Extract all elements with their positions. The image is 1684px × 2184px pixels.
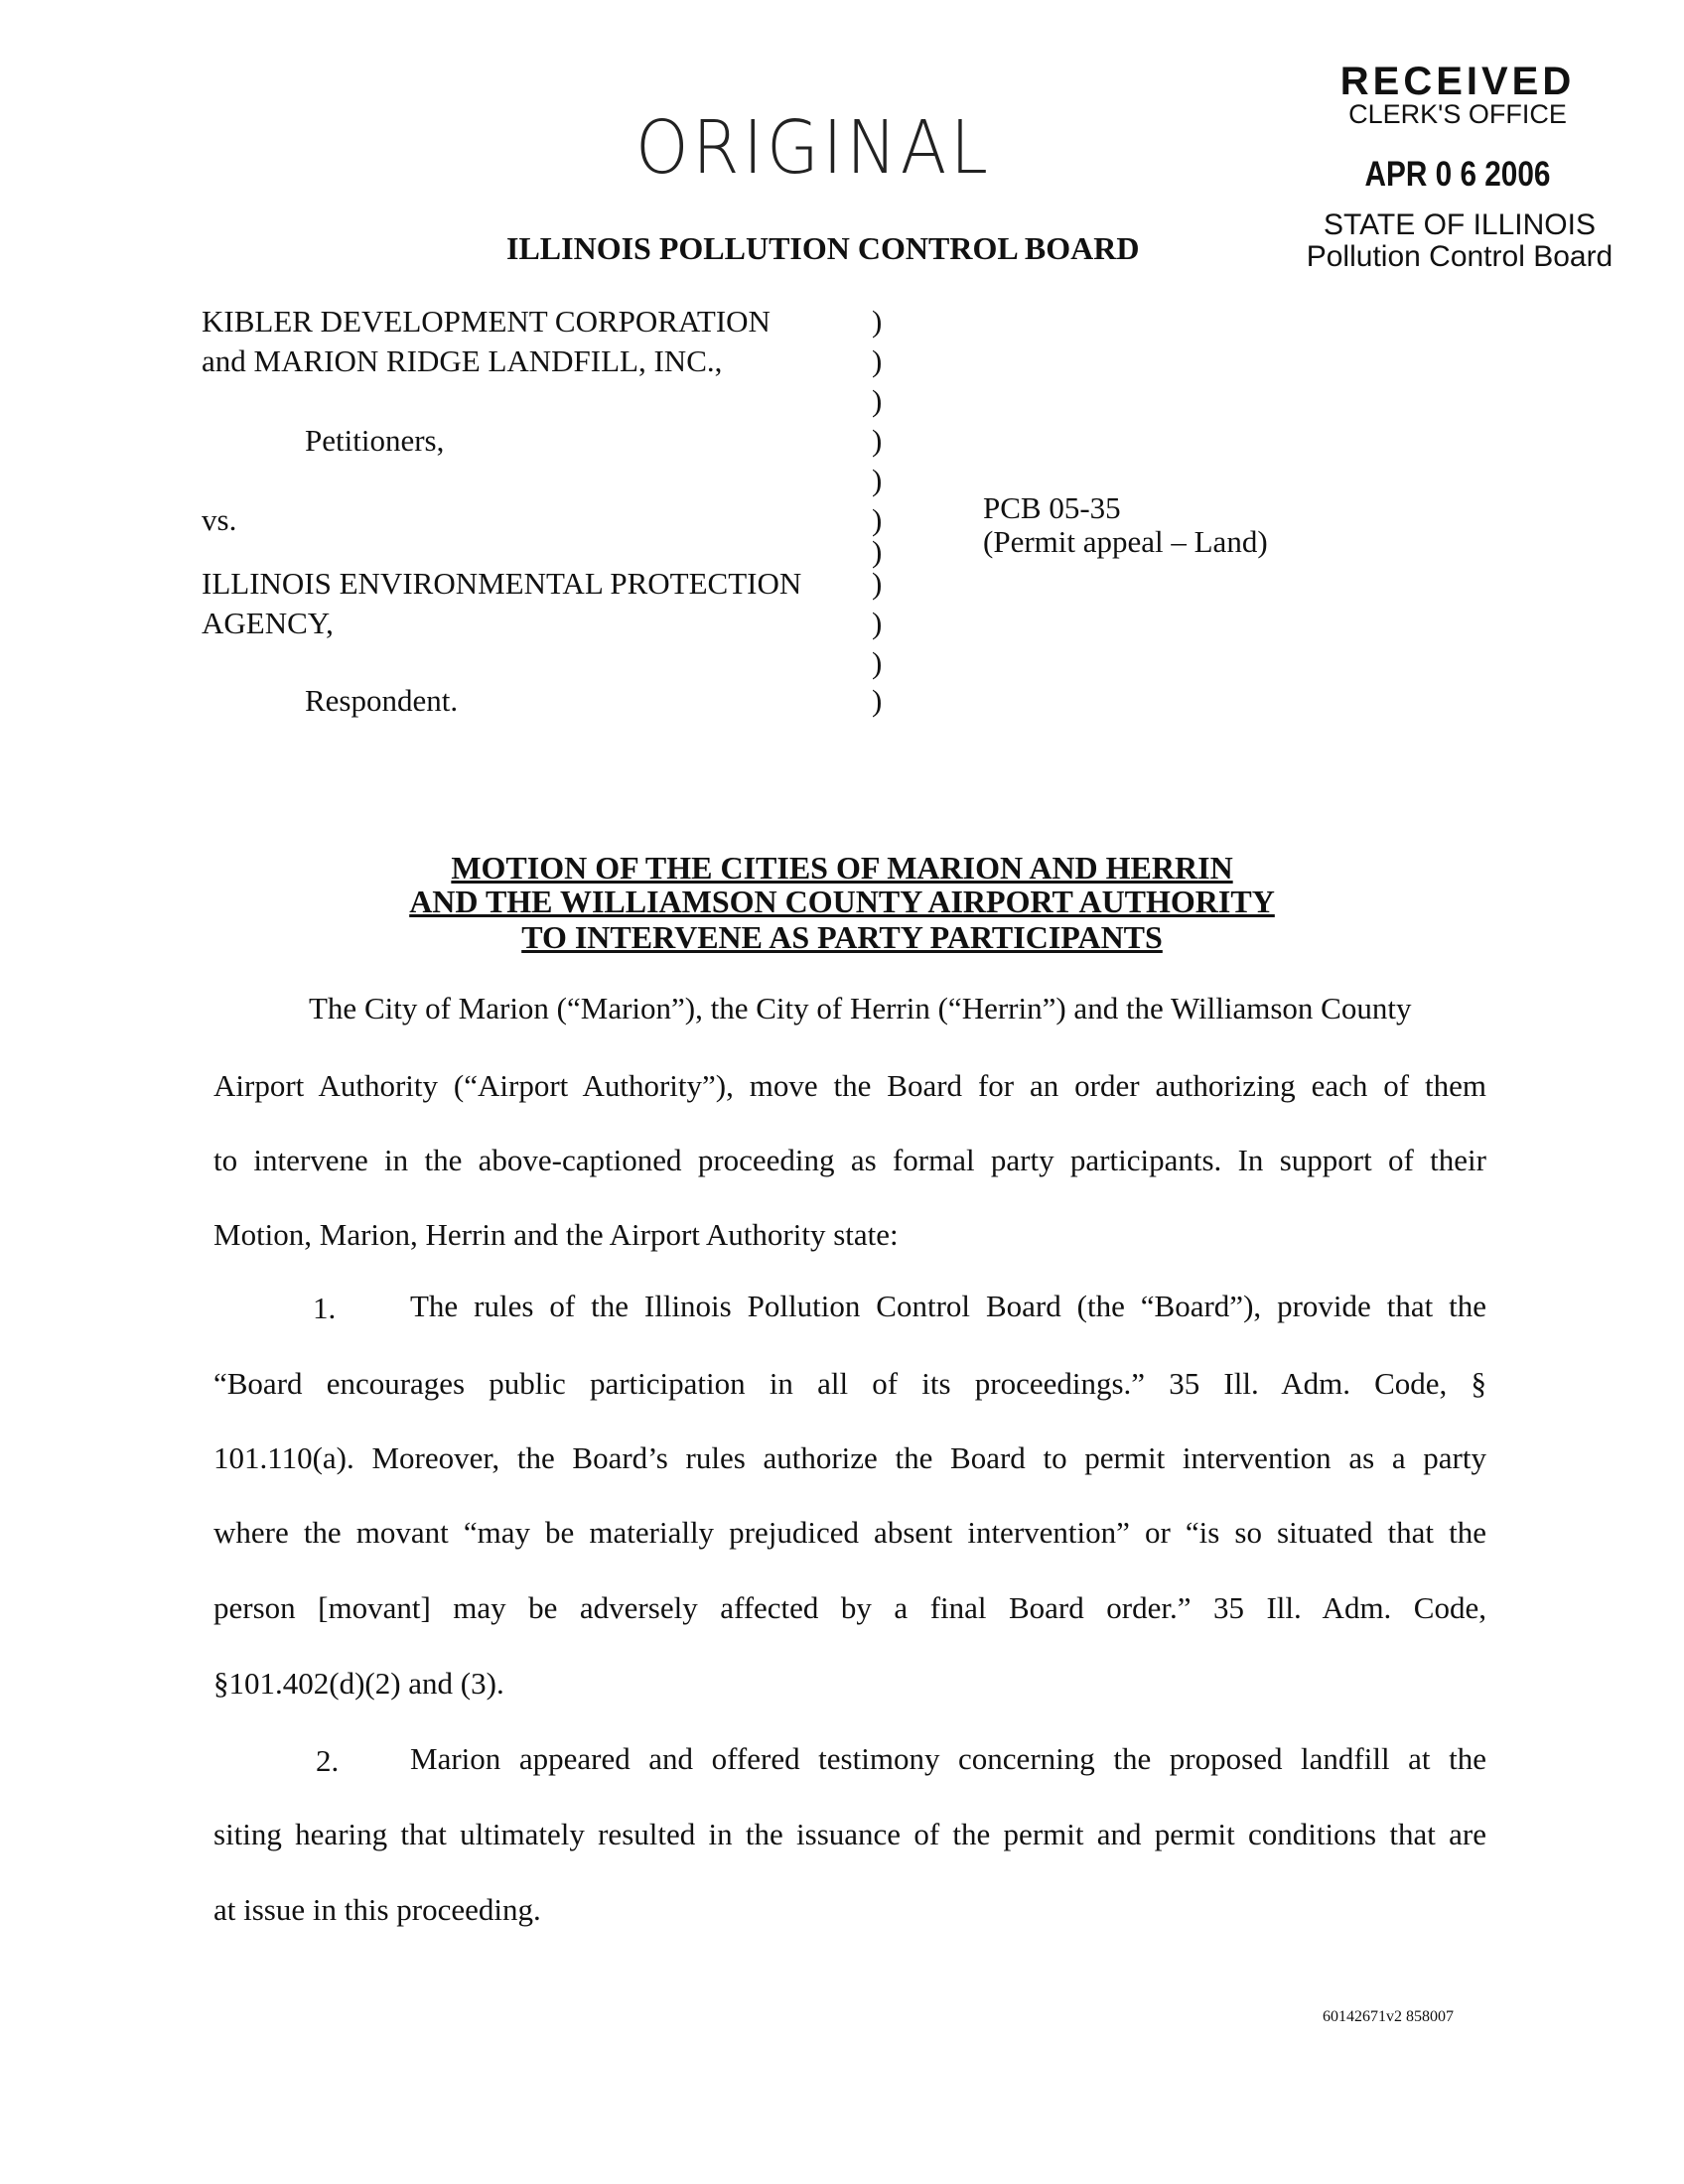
petitioner-line-1: KIBLER DEVELOPMENT CORPORATION <box>202 304 771 339</box>
stamp-clerks-office: CLERK'S OFFICE <box>1348 99 1567 129</box>
intro-line-1: The City of Marion (“Marion”), the City of Herrin (“Herrin”) and the Williamson County <box>309 991 1412 1025</box>
motion-title-line-1: MOTION OF THE CITIES OF MARION AND HERRIN <box>451 850 1233 886</box>
document-id: 60142671v2 858007 <box>1323 2008 1454 2025</box>
petitioners-label: Petitioners, <box>305 423 445 458</box>
para-2-number: 2. <box>316 1743 340 1778</box>
para-2-line-3: at issue in this proceeding. <box>213 1892 541 1927</box>
caption-paren: ) <box>872 383 883 418</box>
stamp-board: Pollution Control Board <box>1306 240 1614 273</box>
intro-line-2: Airport Authority (“Airport Authority”), move the Board for an order authorizing each of them <box>213 1068 1486 1103</box>
para-2-line-1: Marion appeared and offered testimony concerning the proposed landfill at the <box>410 1741 1486 1776</box>
vs-label: vs. <box>202 502 237 537</box>
board-title: ILLINOIS POLLUTION CONTROL BOARD <box>506 230 1140 266</box>
para-1-line-5: person [movant] may be adversely affected by a final Board order.” 35 Ill. Adm. Code, <box>213 1590 1486 1625</box>
caption-paren: ) <box>872 683 883 718</box>
caption-paren: ) <box>872 463 883 497</box>
respondent-line-1: ILLINOIS ENVIRONMENTAL PROTECTION <box>202 566 802 601</box>
caption-paren: ) <box>872 304 883 339</box>
original-mark: ORIGINAL <box>635 105 992 191</box>
para-1-number: 1. <box>313 1291 337 1325</box>
para-1-line-1: The rules of the Illinois Pollution Control Board (the “Board”), provide that the <box>410 1289 1486 1323</box>
caption-paren: ) <box>872 534 883 569</box>
stamp-state: STATE OF ILLINOIS <box>1324 208 1596 241</box>
caption-paren: ) <box>872 423 883 458</box>
intro-line-3: to intervene in the above-captioned proceeding as formal party participants. In support of their <box>213 1143 1486 1177</box>
stamp-date: APR 0 6 2006 <box>1364 155 1551 194</box>
stamp-received: RECEIVED <box>1339 60 1576 103</box>
para-1-line-2: “Board encourages public participation in all of its proceedings.” 35 Ill. Adm. Code, § <box>213 1366 1486 1401</box>
caption-paren: ) <box>872 566 883 601</box>
caption-paren: ) <box>872 502 883 537</box>
para-1-line-3: 101.110(a). Moreover, the Board’s rules authorize the Board to permit intervention as a party <box>213 1440 1486 1475</box>
motion-title-line-2: AND THE WILLIAMSON COUNTY AIRPORT AUTHORITY <box>409 884 1275 919</box>
intro-line-4: Motion, Marion, Herrin and the Airport Authority state: <box>213 1217 899 1252</box>
caption-paren: ) <box>872 645 883 680</box>
caption-paren: ) <box>872 343 883 378</box>
para-2-line-2: siting hearing that ultimately resulted in the issuance of the permit and permit conditions that are <box>213 1817 1486 1851</box>
motion-title-line-3: TO INTERVENE AS PARTY PARTICIPANTS <box>521 919 1163 955</box>
case-number: PCB 05-35 <box>983 490 1121 525</box>
para-1-line-4: where the movant “may be materially prejudiced absent intervention” or “is so situated that the <box>213 1515 1486 1550</box>
petitioner-line-2: and MARION RIDGE LANDFILL, INC., <box>202 343 723 378</box>
case-type: (Permit appeal – Land) <box>983 524 1268 559</box>
caption-paren: ) <box>872 606 883 640</box>
para-1-line-6: §101.402(d)(2) and (3). <box>213 1666 504 1701</box>
respondent-label: Respondent. <box>305 683 459 718</box>
respondent-line-2: AGENCY, <box>202 606 334 640</box>
